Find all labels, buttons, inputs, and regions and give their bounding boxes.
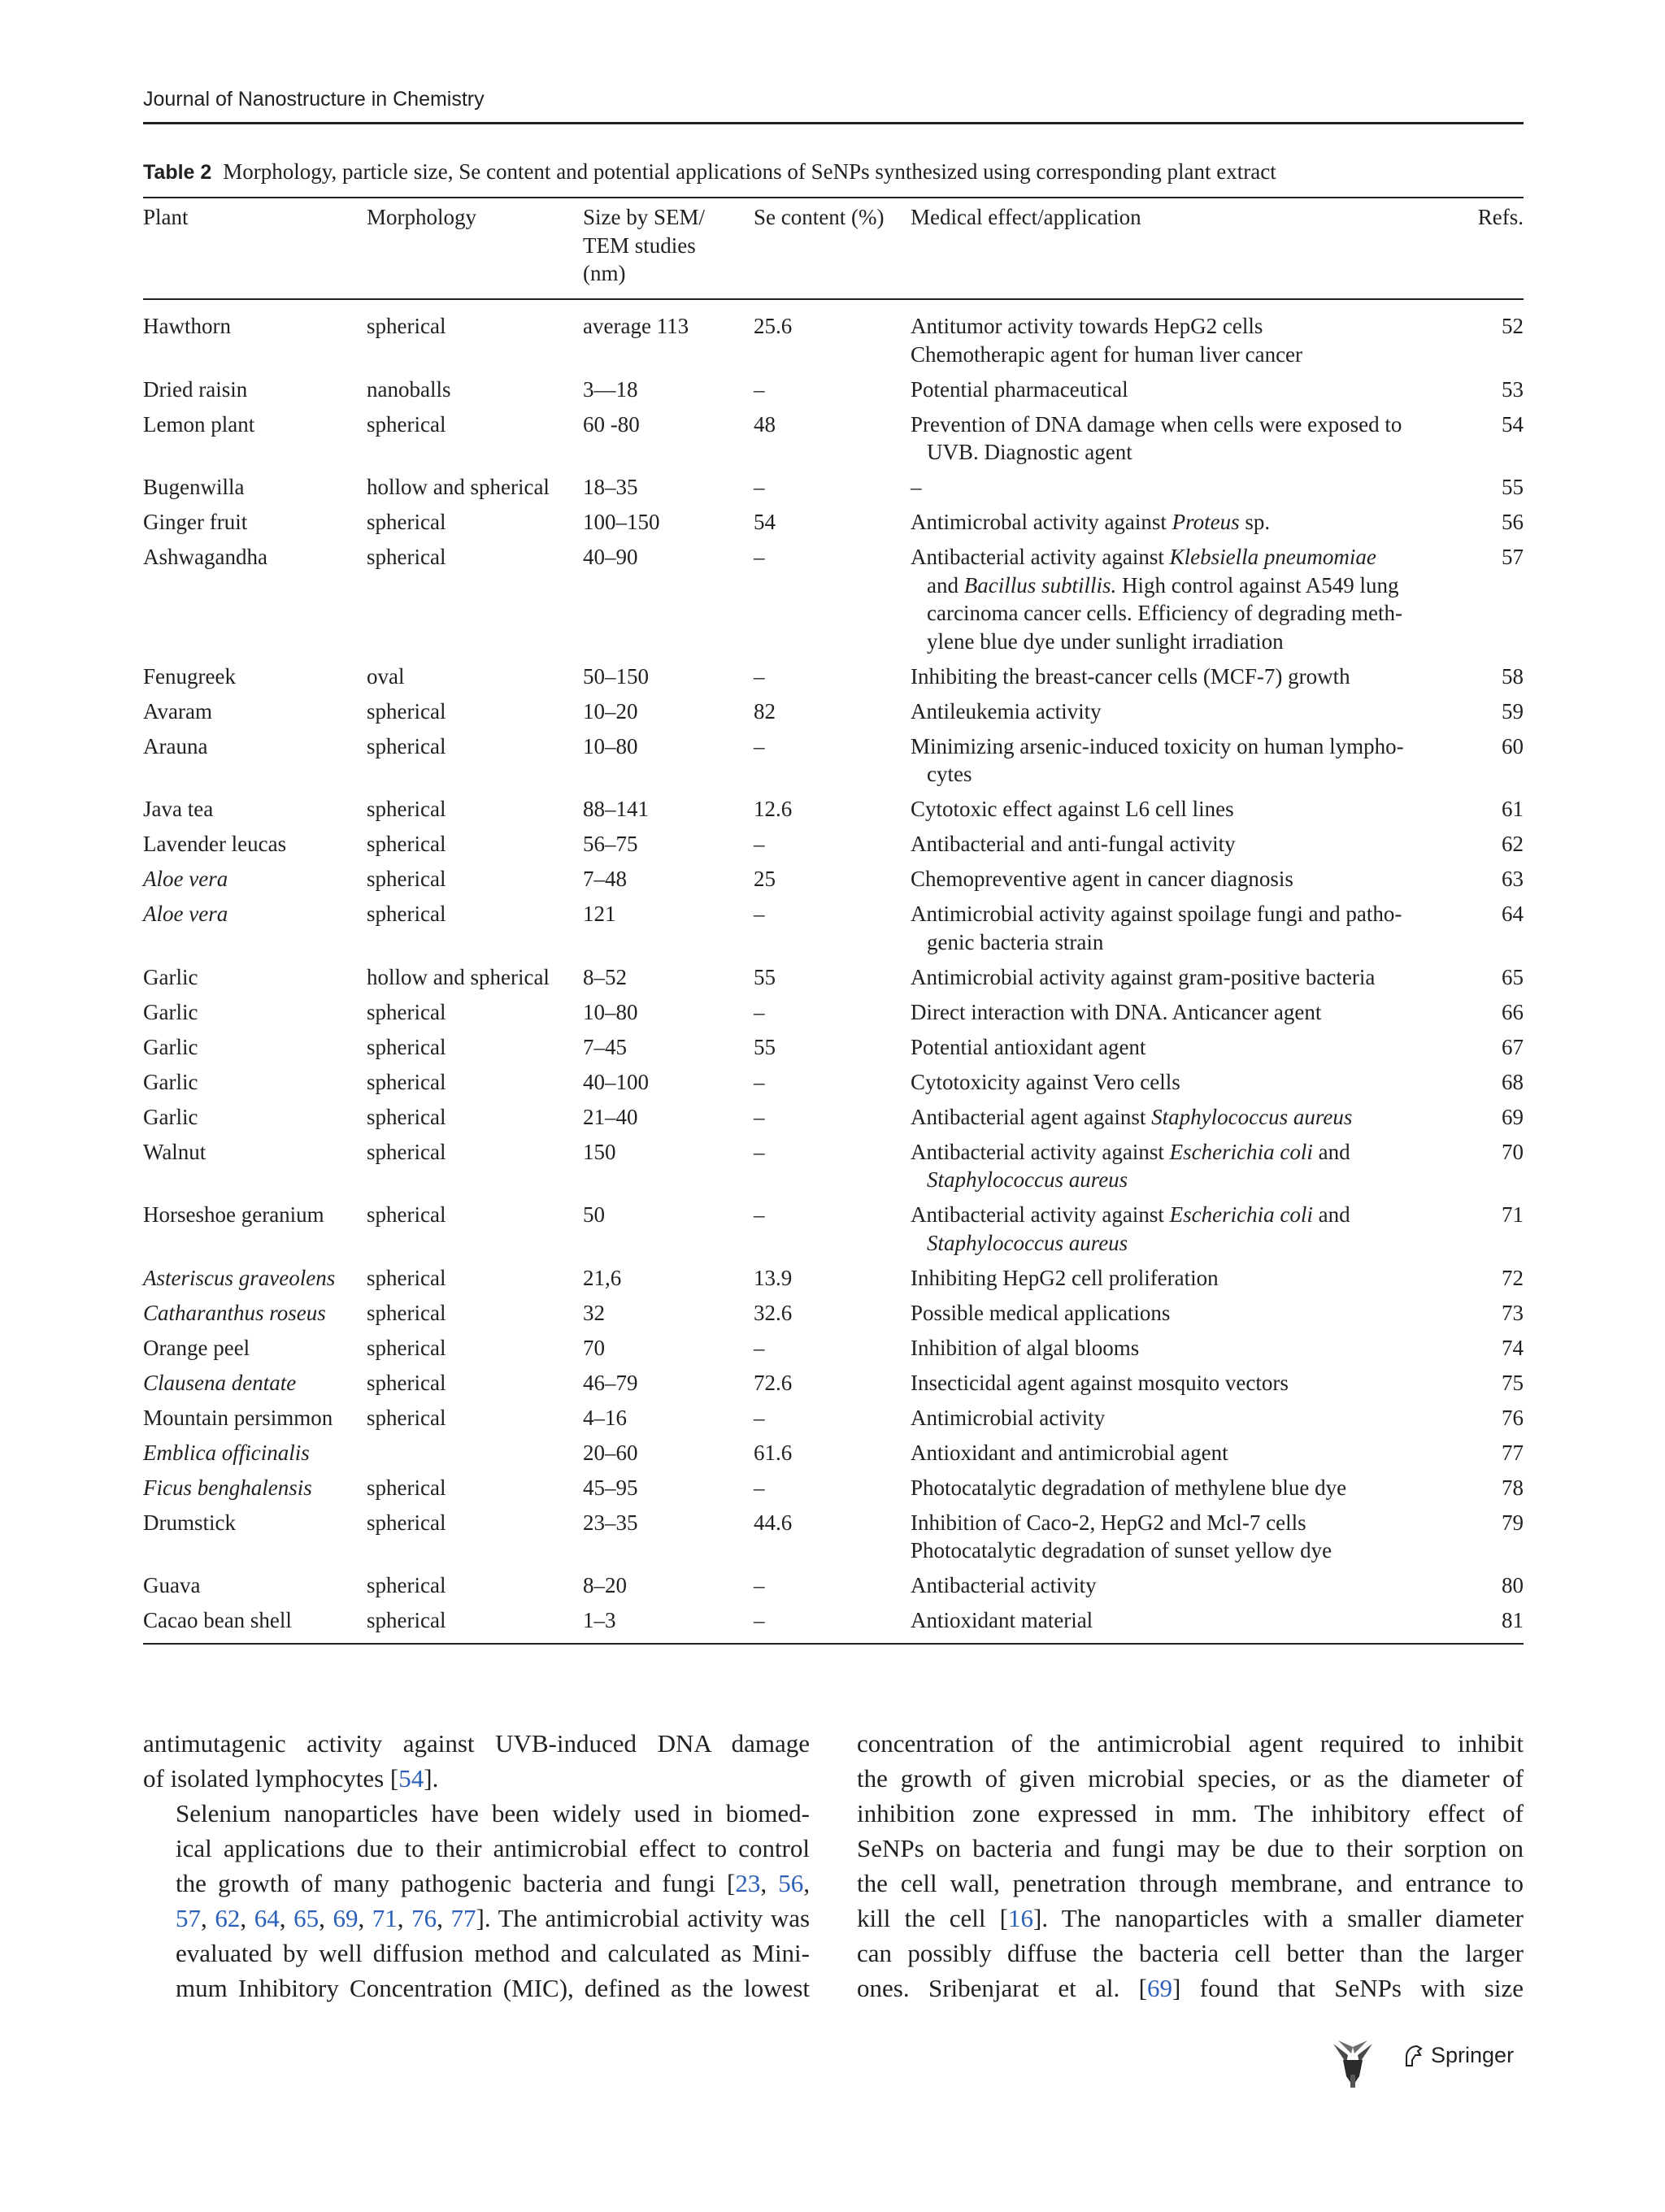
table-row [143, 1138, 1524, 1202]
cell-ref: 78 [1502, 1475, 1524, 1500]
cell-se-content: – [754, 663, 765, 689]
table-caption-text: Morphology, particle size, Se content and potential applications of SeNPs synthesized using corresponding plant extract [223, 159, 1276, 184]
table-row [143, 830, 1524, 865]
cell-size: 40–100 [583, 1069, 649, 1094]
cell-size: 40–90 [583, 545, 638, 569]
cell-morphology: nanoballs [367, 376, 451, 402]
cell-morphology: spherical [367, 1300, 446, 1325]
society-emblem-icon [1330, 2039, 1376, 2091]
cell-se-content: 32.6 [754, 1300, 793, 1325]
citation-link[interactable]: 16 [1008, 1904, 1034, 1932]
cell-morphology: oval [367, 663, 405, 689]
springer-logo [1402, 2043, 1514, 2068]
cell-size: 70 [583, 1335, 605, 1360]
cell-se-content: – [754, 376, 765, 402]
paragraph: concentration of the antimicrobial agent required to inhibit the growth of given microbial species, or as the diameter of inhibition zone expressed in mm. The inhibitory effect of SeNPs on bacteria and fungi may be due to their sorption on the cell wall, penetration through membrane, and entrance to kill the cell [16]. The nanoparticles with a smaller diameter can possibly diffuse the bacteria cell better than the larger ones. Sribenjarat et al. [69] found that SeNPs with size [857, 1729, 1524, 2002]
cell-morphology: spherical [367, 1139, 446, 1164]
table-row [143, 697, 1524, 732]
cell-medical-effect: – [911, 475, 922, 499]
cell-medical-effect: Minimizing arsenic-induced toxicity on human lympho- cytes [911, 733, 1404, 786]
cell-size: 100–150 [583, 510, 660, 534]
cell-size: 3—18 [583, 376, 638, 402]
citation-link[interactable]: 56 [778, 1869, 804, 1897]
table-row [143, 1264, 1524, 1299]
cell-morphology: spherical [367, 411, 446, 437]
cell-medical-effect: Antimicrobial activity [911, 1405, 1106, 1430]
cell-plant: Garlic [143, 1069, 198, 1094]
cell-morphology: spherical [367, 733, 446, 758]
cell-ref: 54 [1502, 411, 1524, 437]
cell-plant: Catharanthus roseus [143, 1300, 326, 1325]
cell-medical-effect: Potential antioxidant agent [911, 1034, 1146, 1059]
cell-plant: Garlic [143, 1034, 198, 1059]
cell-plant: Ficus benghalensis [143, 1475, 312, 1500]
cell-size: 7–45 [583, 1034, 627, 1059]
cell-plant: Aloe vera [143, 867, 228, 891]
cell-ref: 52 [1502, 314, 1524, 338]
cell-morphology: spherical [367, 1475, 446, 1500]
citation-link[interactable]: 64 [254, 1904, 280, 1932]
cell-medical-effect: Inhibition of algal blooms [911, 1335, 1140, 1360]
table-row [143, 998, 1524, 1033]
cell-size: 10–80 [583, 733, 638, 758]
header-rule [143, 122, 1524, 124]
citation-link[interactable]: 77 [450, 1904, 476, 1932]
cell-plant: Lemon plant [143, 411, 255, 437]
cell-size: 45–95 [583, 1475, 638, 1500]
cell-se-content: 54 [754, 510, 776, 534]
cell-plant: Guava [143, 1573, 201, 1597]
table-row [143, 1439, 1524, 1474]
cell-size: 50 [583, 1202, 605, 1227]
cell-ref: 56 [1502, 510, 1524, 534]
cell-plant: Fenugreek [143, 663, 236, 689]
cell-se-content: – [754, 1139, 765, 1164]
table-body [143, 312, 1524, 1641]
cell-ref: 64 [1502, 902, 1524, 926]
citation-link[interactable]: 54 [398, 1764, 424, 1793]
table-row [143, 1369, 1524, 1404]
table-row [143, 1068, 1524, 1103]
publisher-name: Springer [1431, 2043, 1515, 2067]
cell-ref: 73 [1502, 1300, 1524, 1325]
cell-medical-effect: Photocatalytic degradation of methylene blue dye [911, 1475, 1347, 1500]
citation-link[interactable]: 62 [215, 1904, 241, 1932]
table-row [143, 312, 1524, 376]
cell-size: 10–80 [583, 999, 638, 1024]
citation-link[interactable]: 57 [176, 1904, 201, 1932]
cell-medical-effect: Possible medical applications [911, 1300, 1171, 1325]
citation-link[interactable]: 65 [293, 1904, 320, 1932]
cell-morphology: spherical [367, 1510, 446, 1535]
cell-plant: Dried raisin [143, 376, 248, 402]
cell-ref: 80 [1502, 1573, 1524, 1597]
cell-morphology: spherical [367, 1104, 446, 1129]
cell-size: 18–35 [583, 475, 638, 499]
cell-se-content: 12.6 [754, 797, 793, 821]
cell-plant: Avaram [143, 698, 212, 724]
cell-ref: 55 [1502, 475, 1524, 499]
cell-medical-effect: Antimicrobial activity against gram-positive bacteria [911, 964, 1376, 989]
cell-plant: Asteriscus graveolens [143, 1265, 336, 1290]
cell-morphology: spherical [367, 510, 446, 534]
cell-medical-effect: Inhibiting the breast-cancer cells (MCF-7) growth [911, 663, 1350, 689]
cell-morphology: spherical [367, 1265, 446, 1290]
table-row [143, 1033, 1524, 1068]
cell-ref: 69 [1502, 1104, 1524, 1129]
cell-se-content: – [754, 1405, 765, 1430]
table-row [143, 411, 1524, 474]
cell-medical-effect: Direct interaction with DNA. Anticancer agent [911, 999, 1322, 1024]
cell-size: 8–52 [583, 964, 627, 989]
cell-morphology: spherical [367, 314, 446, 338]
table-caption [143, 159, 1524, 185]
cell-ref: 72 [1502, 1265, 1524, 1290]
cell-plant: Garlic [143, 999, 198, 1024]
cell-morphology: spherical [367, 1608, 446, 1632]
cell-size: 4–16 [583, 1405, 627, 1430]
cell-ref: 66 [1502, 999, 1524, 1024]
cell-ref: 57 [1502, 545, 1524, 569]
table-row [143, 1334, 1524, 1369]
cell-morphology: spherical [367, 1370, 446, 1395]
cell-size: 21–40 [583, 1104, 638, 1129]
cell-morphology: hollow and spherical [367, 964, 550, 989]
table-row [143, 963, 1524, 998]
cell-size: 88–141 [583, 797, 649, 821]
cell-medical-effect: Inhibition of Caco-2, HepG2 and Mcl-7 cells Photocatalytic degradation of sunset yellow dye [911, 1510, 1332, 1562]
cell-plant: Ginger fruit [143, 510, 248, 534]
cell-plant: Orange peel [143, 1335, 250, 1360]
cell-plant: Emblica officinalis [143, 1440, 310, 1465]
cell-medical-effect: Cytotoxicity against Vero cells [911, 1069, 1180, 1094]
header-medical: Medical effect/application [911, 205, 1141, 229]
table-row [143, 865, 1524, 900]
table-label: Table 2 [143, 161, 212, 184]
cell-size: 121 [583, 902, 616, 926]
cell-morphology [367, 1439, 583, 1474]
cell-se-content: 82 [754, 698, 776, 724]
cell-ref: 61 [1502, 797, 1524, 821]
cell-ref: 63 [1502, 867, 1524, 891]
table-row [143, 1404, 1524, 1439]
cell-morphology: spherical [367, 1202, 446, 1227]
citation-link[interactable]: 69 [333, 1904, 359, 1932]
table-row [143, 508, 1524, 543]
cell-ref: 68 [1502, 1069, 1524, 1094]
table-row [143, 1509, 1524, 1572]
cell-se-content: 13.9 [754, 1265, 793, 1290]
springer-horse-icon [1402, 2044, 1424, 2068]
cell-medical-effect: Antioxidant material [911, 1608, 1093, 1632]
header-se-content: Se content (%) [754, 205, 885, 229]
cell-morphology: spherical [367, 902, 446, 926]
cell-medical-effect: Antibacterial activity against Klebsiella pneumomiae and Bacillus subtillis. High control against A549 lung carcinoma cancer cells. Efficiency of degrading meth- ylene blue dye under sunlight irradiation [911, 545, 1402, 654]
cell-plant: Bugenwilla [143, 475, 245, 499]
table-bottom-rule [143, 1643, 1524, 1645]
header-refs: Refs. [1477, 205, 1524, 229]
cell-morphology: spherical [367, 1034, 446, 1059]
table-row [143, 1299, 1524, 1334]
cell-size: 23–35 [583, 1510, 638, 1535]
cell-se-content: – [754, 902, 765, 926]
cell-se-content: 25.6 [754, 314, 793, 338]
cell-morphology: spherical [367, 999, 446, 1024]
cell-se-content: 72.6 [754, 1370, 793, 1395]
cell-ref: 70 [1502, 1139, 1524, 1164]
header-plant: Plant [143, 205, 189, 229]
cell-se-content: 55 [754, 1034, 776, 1059]
body-column-left [143, 1726, 810, 2006]
cell-plant: Mountain persimmon [143, 1405, 333, 1430]
cell-ref: 75 [1502, 1370, 1524, 1395]
cell-ref: 53 [1502, 376, 1524, 402]
cell-medical-effect: Antimicrobial activity against spoilage fungi and patho- genic bacteria strain [911, 902, 1402, 954]
header-morphology: Morphology [367, 205, 476, 229]
citation-link[interactable]: 69 [1146, 1974, 1172, 2002]
cell-plant: Garlic [143, 1104, 198, 1129]
table-row [143, 473, 1524, 508]
cell-se-content: 48 [754, 411, 776, 437]
table-row [143, 1201, 1524, 1264]
cell-medical-effect: Antitumor activity towards HepG2 cells Chemotherapic agent for human liver cancer [911, 314, 1303, 367]
cell-se-content: – [754, 999, 765, 1024]
cell-medical-effect: Inhibiting HepG2 cell proliferation [911, 1265, 1219, 1290]
cell-se-content: – [754, 733, 765, 758]
cell-se-content: – [754, 545, 765, 569]
cell-medical-effect: Potential pharmaceutical [911, 376, 1128, 402]
cell-medical-effect: Antibacterial and anti-fungal activity [911, 832, 1236, 856]
cell-size: 8–20 [583, 1573, 627, 1597]
cell-medical-effect: Antimicrobal activity against Proteus sp. [911, 510, 1271, 534]
table-row [143, 732, 1524, 796]
cell-plant: Horseshoe geranium [143, 1202, 324, 1227]
citation-link[interactable]: 76 [411, 1904, 437, 1932]
cell-se-content: – [754, 1202, 765, 1227]
table-row [143, 543, 1524, 663]
cell-medical-effect: Chemopreventive agent in cancer diagnosis [911, 867, 1293, 891]
cell-size: 20–60 [583, 1440, 638, 1465]
table-row [143, 900, 1524, 963]
table-header-rule [143, 298, 1524, 300]
table-row [143, 376, 1524, 411]
cell-medical-effect: Insecticidal agent against mosquito vectors [911, 1370, 1289, 1395]
cell-morphology: spherical [367, 832, 446, 856]
citation-link[interactable]: 23 [735, 1869, 761, 1897]
table-top-rule [143, 197, 1524, 198]
cell-plant: Hawthorn [143, 314, 231, 338]
cell-se-content: – [754, 1573, 765, 1597]
cell-plant: Cacao bean shell [143, 1608, 292, 1632]
cell-medical-effect: Prevention of DNA damage when cells were exposed to UVB. Diagnostic agent [911, 411, 1402, 464]
cell-se-content: – [754, 1335, 765, 1360]
cell-se-content: – [754, 1608, 765, 1632]
cell-ref: 65 [1502, 964, 1524, 989]
cell-ref: 79 [1502, 1510, 1524, 1535]
cell-medical-effect: Antioxidant and antimicrobial agent [911, 1440, 1228, 1465]
citation-link[interactable]: 71 [372, 1904, 398, 1932]
cell-ref: 81 [1502, 1608, 1524, 1632]
cell-plant: Aloe vera [143, 902, 228, 926]
cell-plant: Ashwagandha [143, 545, 267, 569]
cell-ref: 67 [1502, 1034, 1524, 1059]
paragraph: Selenium nanoparticles have been widely used in biomed- ical applications due to their antimicrobial effect to control the growth of many pathogenic bacteria and fungi [23, 56, 57, 62, 64, 65, 69, 71, 76, 77]. The antimicrobial activity was evaluated by well diffusion method and calculated as Mini- mum Inhibitory Concentration (MIC), defined as the lowest [176, 1799, 811, 2002]
paragraph: antimutagenic activity against UVB-induced DNA damage of isolated lymphocytes [54]. [143, 1729, 810, 1793]
cell-plant: Walnut [143, 1139, 206, 1164]
table-row [143, 663, 1524, 697]
cell-se-content: 61.6 [754, 1440, 793, 1465]
cell-size: 150 [583, 1139, 616, 1164]
table-row [143, 1474, 1524, 1509]
cell-size: 56–75 [583, 832, 638, 856]
cell-size: 46–79 [583, 1370, 638, 1395]
cell-size: 50–150 [583, 663, 649, 689]
table-row [143, 1571, 1524, 1606]
cell-size: 21,6 [583, 1265, 622, 1290]
table-row [143, 1103, 1524, 1138]
cell-se-content: – [754, 1069, 765, 1094]
cell-morphology: spherical [367, 698, 446, 724]
cell-se-content: 55 [754, 964, 776, 989]
cell-medical-effect: Antileukemia activity [911, 698, 1102, 724]
cell-size: 10–20 [583, 698, 638, 724]
running-head: Journal of Nanostructure in Chemistry [143, 88, 485, 111]
cell-ref: 76 [1502, 1405, 1524, 1430]
cell-ref: 60 [1502, 733, 1524, 758]
cell-morphology: spherical [367, 867, 446, 891]
cell-size: 60 -80 [583, 411, 640, 437]
cell-plant: Arauna [143, 733, 208, 758]
cell-morphology: spherical [367, 797, 446, 821]
cell-size: 1–3 [583, 1608, 616, 1632]
cell-se-content: 44.6 [754, 1510, 793, 1535]
cell-plant: Lavender leucas [143, 832, 287, 856]
cell-plant: Java tea [143, 797, 214, 821]
cell-plant: Clausena dentate [143, 1370, 297, 1395]
header-size: Size by SEM/ TEM studies (nm) [583, 205, 706, 285]
cell-size: 7–48 [583, 867, 627, 891]
cell-se-content: – [754, 1104, 765, 1129]
cell-ref: 59 [1502, 698, 1524, 724]
cell-morphology: spherical [367, 1335, 446, 1360]
cell-ref: 74 [1502, 1335, 1524, 1360]
cell-morphology: spherical [367, 545, 446, 569]
cell-se-content: 25 [754, 867, 776, 891]
cell-plant: Drumstick [143, 1510, 236, 1535]
cell-ref: 58 [1502, 663, 1524, 689]
cell-se-content: – [754, 1475, 765, 1500]
cell-medical-effect: Antibacterial activity against Escherichia coli and Staphylococcus aureus [911, 1139, 1350, 1192]
table-row [143, 795, 1524, 830]
cell-morphology: hollow and spherical [367, 475, 550, 499]
cell-size: 32 [583, 1300, 605, 1325]
cell-medical-effect: Antibacterial agent against Staphylococcus aureus [911, 1104, 1353, 1129]
cell-ref: 62 [1502, 832, 1524, 856]
cell-morphology: spherical [367, 1573, 446, 1597]
cell-se-content: – [754, 832, 765, 856]
cell-morphology: spherical [367, 1405, 446, 1430]
cell-se-content: – [754, 475, 765, 499]
cell-medical-effect: Antibacterial activity [911, 1573, 1097, 1597]
body-column-right [857, 1726, 1524, 2006]
cell-ref: 71 [1502, 1202, 1524, 1227]
table-row [143, 1606, 1524, 1641]
cell-size: average 113 [583, 314, 689, 338]
cell-morphology: spherical [367, 1069, 446, 1094]
cell-medical-effect: Antibacterial activity against Escherichia coli and Staphylococcus aureus [911, 1202, 1350, 1255]
cell-ref: 77 [1502, 1440, 1524, 1465]
cell-medical-effect: Cytotoxic effect against L6 cell lines [911, 797, 1234, 821]
cell-plant: Garlic [143, 964, 198, 989]
table-header [143, 203, 1524, 288]
